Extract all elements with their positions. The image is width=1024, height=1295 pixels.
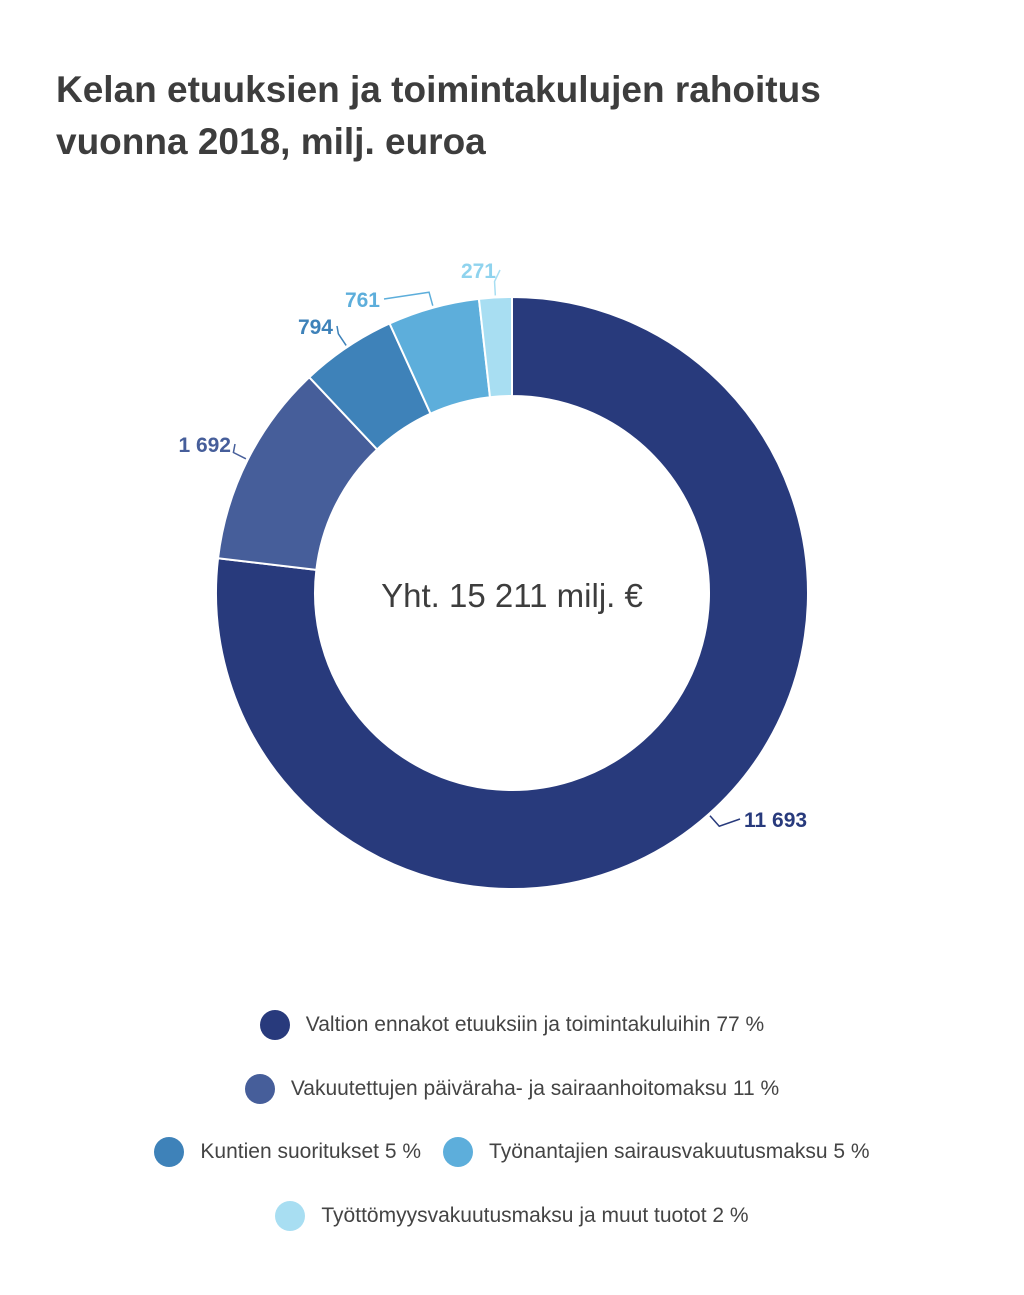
slice-value-label: 794 [297,316,333,339]
legend-swatch [154,1137,184,1167]
leader-line [233,444,246,459]
legend-label: Valtion ennakot etuuksiin ja toimintakuluihin 77 % [305,1013,765,1036]
legend-label: Työttömyysvakuutusmaksu ja muut tuotot 2 % [321,1204,749,1227]
leader-line [384,292,433,305]
leader-line [337,326,346,345]
slice-value-label: 761 [344,289,380,312]
leader-line [710,816,740,826]
legend-item[interactable] [443,1137,870,1167]
legend-swatch [275,1201,305,1231]
legend-item[interactable] [275,1201,748,1231]
slice-value-label: 1 692 [178,434,231,457]
legend-swatch [245,1074,275,1104]
legend-item[interactable] [154,1137,421,1167]
chart-title: Kelan etuuksien ja toimintakulujen rahoitus vuonna 2018, milj. euroa [56,69,821,162]
legend-swatch [443,1137,473,1167]
legend-item[interactable] [245,1074,779,1104]
slice-value-label: 11 693 [744,809,808,832]
legend-label: Vakuutettujen päiväraha- ja sairaanhoitomaksu 11 % [290,1077,780,1100]
slice-value-label: 271 [460,260,496,283]
legend-label: Kuntien suoritukset 5 % [200,1140,422,1163]
legend-label: Työnantajien sairausvakuutusmaksu 5 % [489,1140,870,1163]
legend-item[interactable] [260,1010,764,1040]
center-total-label: Yht. 15 211 milj. € [381,577,643,614]
legend-swatch [260,1010,290,1040]
